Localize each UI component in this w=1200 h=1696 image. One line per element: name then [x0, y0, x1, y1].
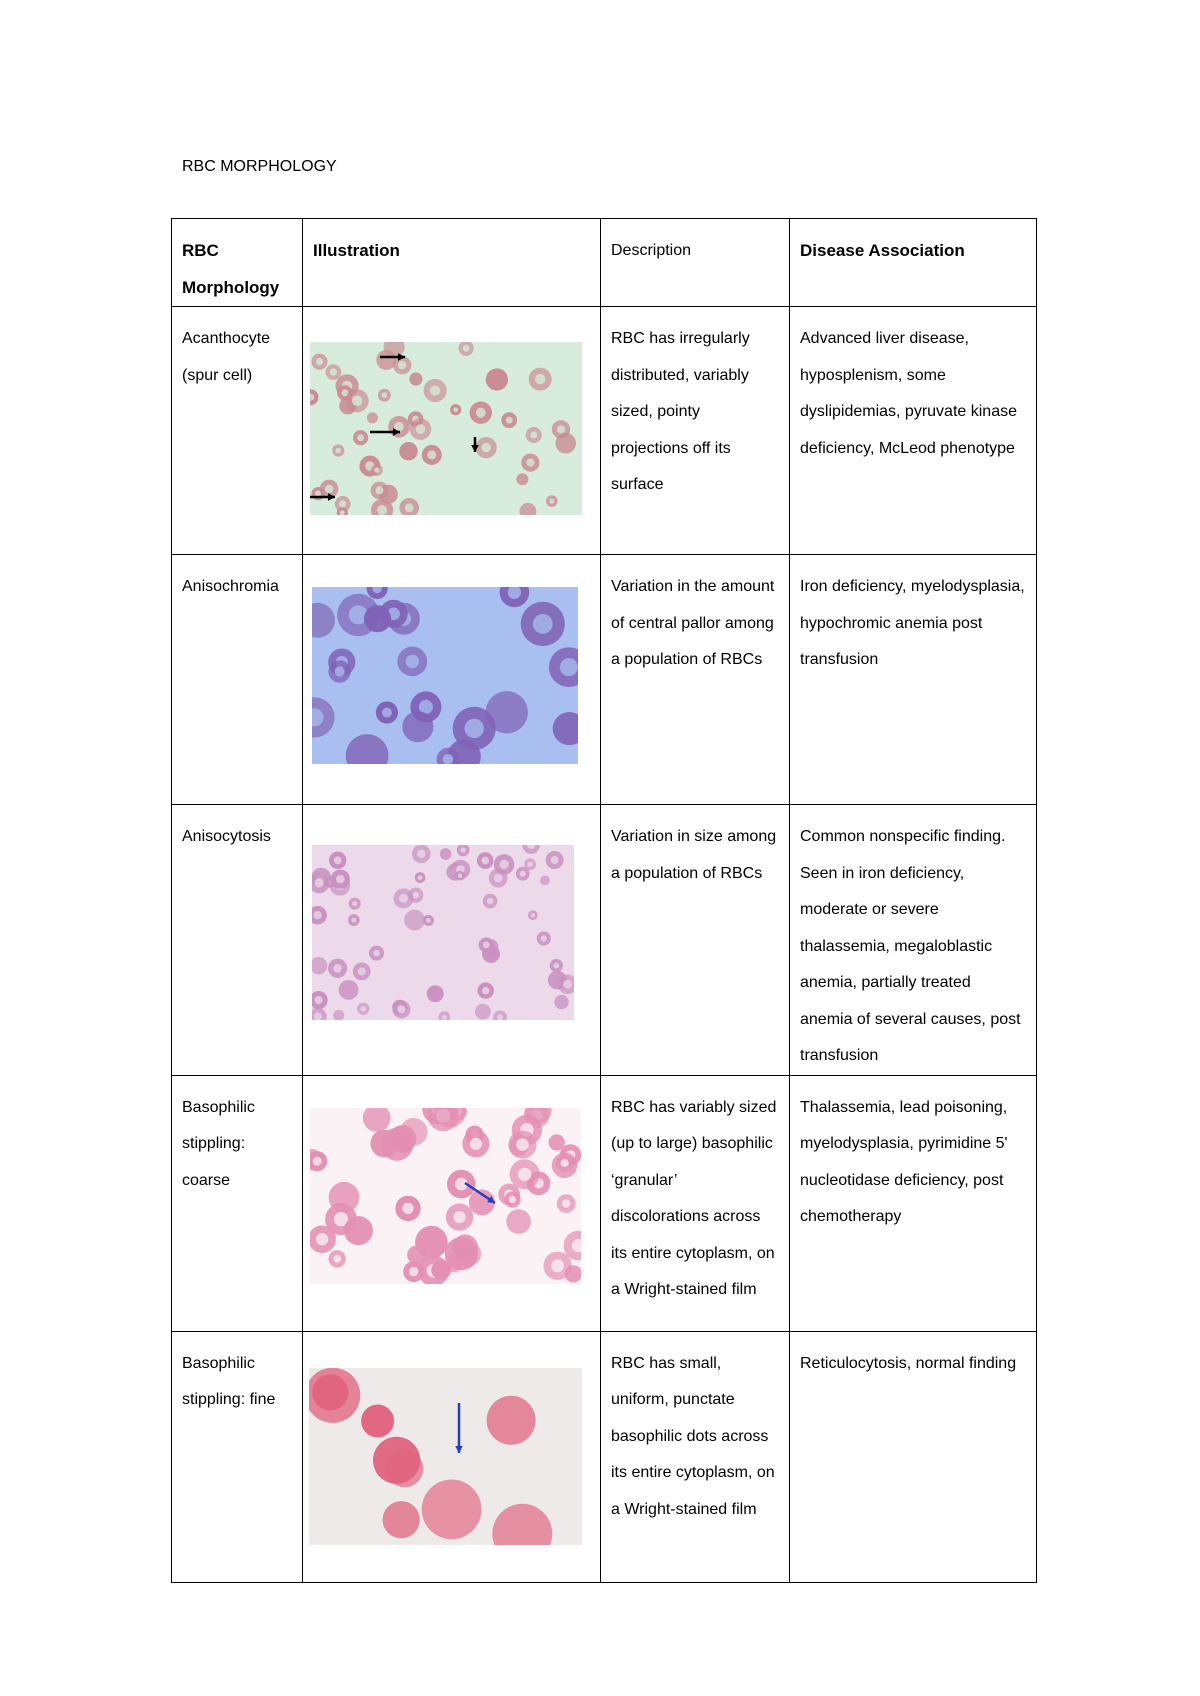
illustration-cell: [303, 805, 601, 1076]
header-rbc-morphology: RBC Morphology: [172, 219, 303, 307]
central-pallor: [315, 878, 324, 887]
anisochromia-smear-image: [312, 587, 578, 764]
central-pallor: [458, 874, 462, 878]
central-pallor: [470, 1137, 482, 1149]
disease-association-cell: Advanced liver disease, hyposplenism, some dyslipidemias, pyruvate kinase deficiency, McLeod phenotype: [790, 307, 1037, 555]
central-pallor: [499, 860, 508, 869]
red-blood-cell: [404, 910, 425, 931]
basophilic-stippling-coarse-smear-image: [310, 1108, 581, 1284]
central-pallor: [417, 850, 425, 858]
table-row: [172, 1331, 1037, 1582]
central-pallor: [427, 450, 436, 459]
red-blood-cell: [422, 1479, 482, 1539]
central-pallor: [339, 500, 346, 507]
red-blood-cell: [399, 442, 417, 460]
central-pallor: [465, 719, 484, 738]
central-pallor: [453, 407, 458, 412]
red-blood-cell: [386, 1449, 424, 1487]
central-pallor: [358, 967, 366, 975]
central-pallor: [336, 448, 342, 454]
table-row: [172, 1075, 1037, 1331]
description-cell: RBC has irregularly distributed, variably sized, pointy projections off its surface: [601, 307, 790, 555]
red-blood-cell: [486, 691, 528, 733]
red-blood-cell: [364, 605, 391, 632]
illustration-cell: [303, 555, 601, 805]
description-cell: RBC has small, uniform, punctate basophilic dots across its entire cytoplasm, on a Wright-stained film: [601, 1331, 790, 1582]
central-pallor: [316, 1233, 328, 1245]
central-pallor: [460, 847, 466, 853]
central-pallor: [482, 987, 489, 994]
morphology-cell: Anisochromia: [172, 555, 303, 805]
description-cell: Variation in the amount of central pallor among a population of RBCs: [601, 555, 790, 805]
central-pallor: [352, 396, 362, 406]
central-pallor: [494, 874, 502, 882]
red-blood-cell: [383, 1501, 420, 1538]
table-row: [172, 307, 1037, 555]
table-header-row: [172, 219, 1037, 307]
central-pallor: [333, 964, 342, 973]
central-pallor: [509, 1195, 516, 1202]
central-pallor: [402, 1202, 413, 1213]
central-pallor: [398, 361, 406, 369]
central-pallor: [476, 408, 486, 418]
central-pallor: [487, 898, 494, 905]
central-pallor: [357, 434, 364, 441]
central-pallor: [526, 459, 534, 467]
central-pallor: [531, 913, 535, 917]
basophilic-stippling-fine-smear-image: [309, 1368, 582, 1545]
red-blood-cell: [549, 1134, 565, 1150]
table-row: [172, 805, 1037, 1076]
red-blood-cell: [344, 1216, 373, 1245]
description-cell: RBC has variably sized (up to large) basophilic ‘granular’ discolorations across its entire cytoplasm, on a Wright-stained film: [601, 1075, 790, 1331]
morphology-cell: Basophilic stippling: fine: [172, 1331, 303, 1582]
disease-association-cell: Reticulocytosis, normal finding: [790, 1331, 1037, 1582]
central-pallor: [352, 901, 357, 906]
central-pallor: [549, 499, 554, 504]
central-pallor: [406, 655, 419, 668]
red-blood-cell: [453, 1234, 478, 1259]
disease-association-cell: Common nonspecific finding. Seen in iron deficiency, moderate or severe thalassemia, megaloblastic anemia, partially treated anemia of several causes, post transfusion: [790, 805, 1037, 1076]
red-blood-cell: [554, 995, 568, 1009]
central-pallor: [551, 1259, 564, 1272]
red-blood-cell: [361, 1404, 394, 1437]
morphology-cell: Acanthocyte (spur cell): [172, 307, 303, 555]
header-illustration: Illustration: [303, 219, 601, 307]
red-blood-cell: [440, 848, 452, 860]
header-disease-association: Disease Association: [790, 219, 1037, 307]
central-pallor: [382, 708, 392, 718]
central-pallor: [313, 1156, 322, 1165]
central-pallor: [518, 1167, 531, 1180]
red-blood-cell: [486, 368, 508, 390]
central-pallor: [418, 875, 423, 880]
disease-association-cell: Thalassemia, lead poisoning, myelodysplasia, pyrimidine 5' nucleotidase deficiency, post chemotherapy: [790, 1075, 1037, 1331]
red-blood-cell: [367, 412, 378, 423]
central-pallor: [541, 935, 547, 941]
red-blood-cell: [427, 985, 444, 1002]
central-pallor: [563, 980, 572, 989]
description-cell: Variation in size among a population of RBCs: [601, 805, 790, 1076]
central-pallor: [530, 431, 537, 438]
central-pallor: [557, 425, 565, 433]
central-pallor: [333, 1254, 341, 1262]
illustration-cell: [303, 1331, 601, 1582]
central-pallor: [336, 875, 345, 884]
central-pallor: [335, 667, 345, 677]
page-title: RBC MORPHOLOGY: [182, 158, 337, 175]
central-pallor: [373, 950, 380, 957]
morphology-cell: Anisocytosis: [172, 805, 303, 1076]
central-pallor: [535, 374, 545, 384]
central-pallor: [382, 392, 388, 398]
central-pallor: [426, 918, 431, 923]
illustration-cell: [303, 1075, 601, 1331]
red-blood-cell: [506, 1209, 531, 1234]
red-blood-cell: [487, 1395, 536, 1444]
anisocytosis-smear-image: [312, 845, 574, 1020]
table-row: [172, 555, 1037, 805]
central-pallor: [553, 963, 559, 969]
central-pallor: [409, 1266, 418, 1275]
red-blood-cell: [540, 876, 550, 886]
central-pallor: [325, 485, 333, 493]
central-pallor: [481, 857, 489, 865]
central-pallor: [374, 467, 379, 472]
central-pallor: [442, 1015, 447, 1020]
rbc-morphology-table: [171, 218, 1037, 1583]
central-pallor: [416, 424, 426, 434]
red-blood-cell: [407, 1245, 426, 1264]
central-pallor: [533, 614, 553, 634]
red-blood-cell: [516, 473, 528, 485]
central-pallor: [405, 503, 414, 512]
central-pallor: [527, 862, 532, 867]
central-pallor: [551, 856, 559, 864]
central-pallor: [351, 918, 356, 923]
central-pallor: [334, 856, 342, 864]
central-pallor: [562, 1199, 570, 1207]
central-pallor: [560, 658, 578, 676]
central-pallor: [443, 754, 453, 764]
central-pallor: [483, 942, 490, 949]
central-pallor: [516, 1138, 529, 1151]
central-pallor: [506, 417, 513, 424]
header-description: Description: [601, 219, 790, 307]
disease-association-cell: Iron deficiency, myelodysplasia, hypochromic anemia post transfusion: [790, 555, 1037, 805]
illustration-cell: [303, 307, 601, 555]
central-pallor: [315, 996, 323, 1004]
red-blood-cell: [371, 1129, 399, 1157]
central-pallor: [398, 1006, 406, 1014]
central-pallor: [377, 505, 387, 515]
central-pallor: [361, 1006, 367, 1012]
central-pallor: [376, 486, 384, 494]
central-pallor: [481, 443, 491, 453]
central-pallor: [454, 1211, 466, 1223]
red-blood-cell: [402, 711, 433, 742]
central-pallor: [520, 871, 526, 877]
central-pallor: [430, 385, 440, 395]
central-pallor: [313, 911, 321, 919]
central-pallor: [463, 345, 470, 352]
red-blood-cell: [409, 372, 422, 385]
central-pallor: [316, 358, 323, 365]
central-pallor: [330, 369, 337, 376]
morphology-cell: Basophilic stippling: coarse: [172, 1075, 303, 1331]
central-pallor: [561, 1158, 569, 1166]
red-blood-cell: [475, 1004, 491, 1020]
central-pallor: [399, 894, 408, 903]
acanthocyte-smear-image: [310, 342, 582, 515]
red-blood-cell: [339, 980, 359, 1000]
